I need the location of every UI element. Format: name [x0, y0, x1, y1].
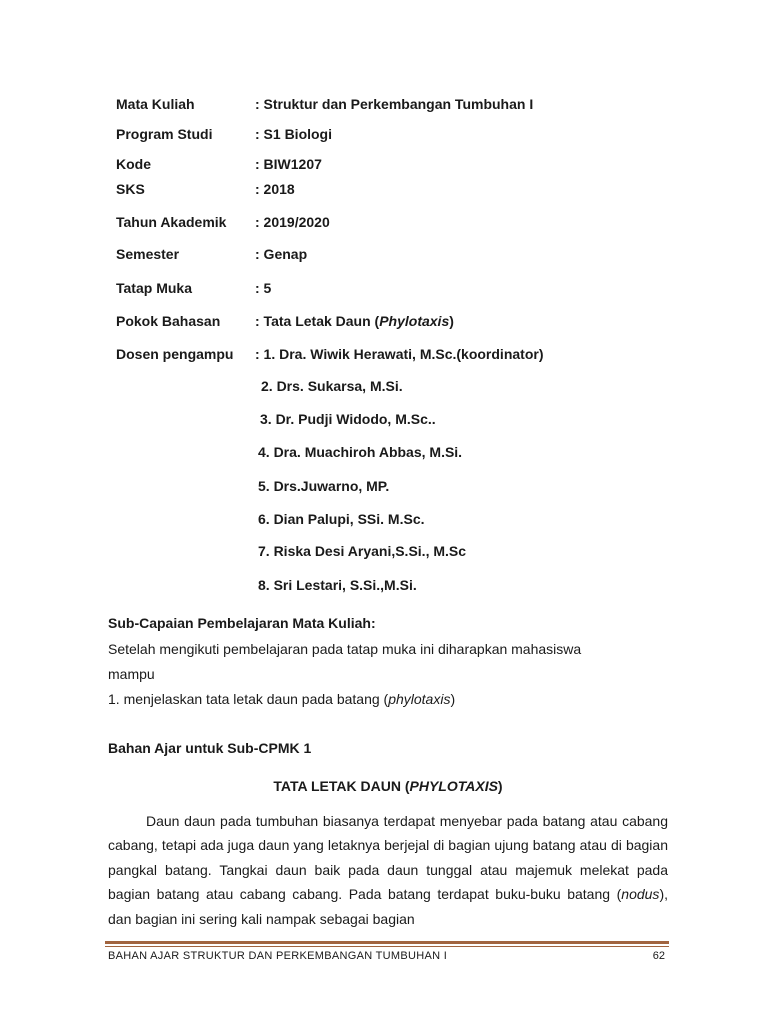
meta-value: : S1 Biologi	[255, 126, 332, 142]
meta-value: : 2018	[255, 181, 295, 197]
sub-cp-heading: Sub-Capaian Pembelajaran Mata Kuliah:	[108, 615, 376, 631]
meta-value: : Struktur dan Perkembangan Tumbuhan I	[255, 96, 534, 112]
footer-rule	[105, 941, 669, 944]
bahan-heading: Bahan Ajar untuk Sub-CPMK 1	[108, 740, 312, 756]
sub-cp-item-prefix: 1. menjelaskan tata letak daun pada batang (	[108, 691, 389, 707]
section-title-italic: PHYLOTAXIS	[409, 778, 498, 794]
footer-title: BAHAN AJAR STRUKTUR DAN PERKEMBANGAN TUMBUHAN I	[108, 950, 448, 962]
paragraph-italic: nodus	[621, 886, 660, 903]
meta-label: SKS	[116, 181, 145, 197]
lecturer-item: 3. Dr. Pudji Widodo, M.Sc..	[260, 411, 436, 427]
lecturer-item: 4. Dra. Muachiroh Abbas, M.Si.	[258, 444, 463, 460]
sub-cp-item-italic: phylotaxis	[388, 691, 451, 707]
meta-value: : BIW1207	[255, 156, 322, 172]
meta-label: Mata Kuliah	[116, 96, 195, 112]
paragraph-text: ), dan bagian ini sering kali nampak sebagai bagian	[108, 886, 668, 927]
meta-value-italic: Phylotaxis	[379, 313, 450, 329]
meta-value: : 1. Dra. Wiwik Herawati, M.Sc.(koordinator)	[255, 346, 544, 362]
meta-label: Dosen pengampu	[116, 346, 234, 362]
section-title-prefix: TATA LETAK DAUN (	[273, 778, 410, 794]
body-paragraph	[108, 809, 668, 931]
meta-label: Tatap Muka	[116, 280, 192, 296]
lecturer-item: 7. Riska Desi Aryani,S.Si., M.Sc	[258, 543, 467, 559]
section-title	[108, 778, 668, 794]
meta-label: Kode	[116, 156, 151, 172]
sub-cp-line: mampu	[108, 666, 155, 682]
lecturer-item: 8. Sri Lestari, S.Si.,M.Si.	[258, 577, 417, 593]
meta-label: Pokok Bahasan	[116, 313, 221, 329]
footer-rule-thin	[105, 946, 669, 947]
paragraph-text: Daun daun pada tumbuhan biasanya terdapat menyebar pada batang atau cabang cabang, tetapi ada juga daun yang letaknya berjejal di bagian ujung batang atau di bagian pangkal batang. Tangkai daun baik pada daun tunggal atau majemuk melekat pada bagian batang atau cabang cabang. Pada batang terdapat buku-buku batang (	[108, 813, 668, 903]
meta-value: : 5	[255, 280, 272, 296]
lecturer-item: 6. Dian Palupi, SSi. M.Sc.	[258, 511, 425, 527]
sub-cp-line: Setelah mengikuti pembelajaran pada tatap muka ini diharapkan mahasiswa	[108, 641, 582, 657]
meta-value	[255, 313, 454, 329]
page-number: 62	[652, 950, 665, 962]
meta-value-prefix: : Tata Letak Daun (	[255, 313, 380, 329]
meta-label: Tahun Akademik	[116, 214, 227, 230]
meta-value: : Genap	[255, 246, 308, 262]
sub-cp-item	[108, 691, 455, 707]
lecturer-item: 5. Drs.Juwarno, MP.	[258, 478, 390, 494]
meta-label: Program Studi	[116, 126, 213, 142]
lecturer-item: 2. Drs. Sukarsa, M.Si.	[261, 378, 403, 394]
meta-value-suffix: )	[449, 313, 454, 329]
section-title-suffix: )	[497, 778, 503, 794]
meta-value: : 2019/2020	[255, 214, 330, 230]
sub-cp-item-suffix: )	[450, 691, 456, 707]
meta-label: Semester	[116, 246, 180, 262]
